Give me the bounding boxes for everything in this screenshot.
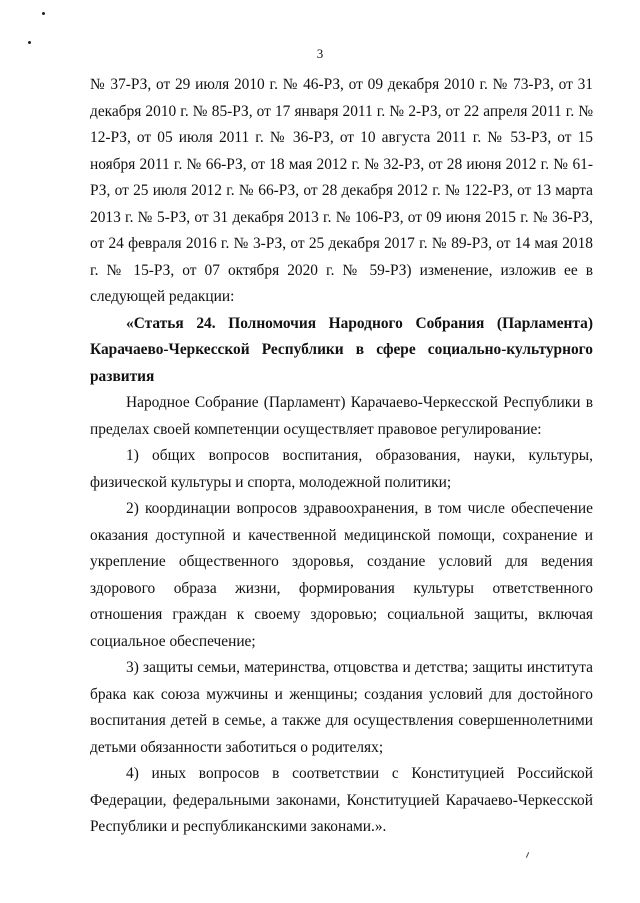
article-lead: Народное Собрание (Парламент) Карачаево-Черкесской Республики в пределах своей компетенции осуществляет правовое регулирование: [90, 394, 593, 438]
list-item: 2) координации вопросов здравоохранения, в том числе обеспечение оказания доступной и качественной медицинской помощи, сохранение и укрепление общественного здоровья, создание условий для ведения здорового образа жизни, формирования культуры ответственного отношения граждан к своему здоровью; социальной защиты, включая социальное обеспечение; [90, 500, 593, 650]
list-item: 4) иных вопросов в соответствии с Конституцией Российской Федерации, федеральными законами, Конституцией Карачаево-Черкесской Республики и республиканскими законами.». [90, 765, 593, 835]
scan-speck-top [42, 12, 45, 15]
intro-paragraph: № 37-РЗ, от 29 июля 2010 г. № 46-РЗ, от 09 декабря 2010 г. № 73-РЗ, от 31 декабря 2010 г. № 85-РЗ, от 17 января 2011 г. № 2-РЗ, от 22 апреля 2011 г. № 12-РЗ, от 05 июля 2011 г. № 36-РЗ, от 10 августа 2011 г. № 53-РЗ, от 15 ноября 2011 г. № 66-РЗ, от 18 мая 2012 г. № 32-РЗ, от 28 июня 2012 г. № 61-РЗ, от 25 июля 2012 г. № 66-РЗ, от 28 декабря 2012 г. № 122-РЗ, от 13 марта 2013 г. № 5-РЗ, от 31 декабря 2013 г. № 106-РЗ, от 09 июня 2015 г. № 36-РЗ, от 24 февраля 2016 г. № 3-РЗ, от 25 декабря 2017 г. № 89-РЗ, от 14 мая 2018 г. № 15-РЗ, от 07 октября 2020 г. № 59-РЗ) изменение, изложив ее в следующей редакции: [90, 76, 593, 305]
scan-mark [526, 852, 529, 858]
page-number: 3 [316, 46, 324, 61]
scan-speck-left [28, 41, 31, 44]
list-item: 3) защиты семьи, материнства, отцовства и детства; защиты института брака как союза мужчины и женщины; создания условий для достойного воспитания детей в семье, а также для осуществления совершеннолетними детьми обязанности заботиться о родителях; [90, 659, 593, 756]
document-body [90, 72, 593, 841]
article-heading: «Статья 24. Полномочия Народного Собрания (Парламента) Карачаево-Черкесской Республики в сфере социально-культурного развития [90, 314, 593, 385]
list-item: 1) общих вопросов воспитания, образования, науки, культуры, физической культуры и спорта, молодежной политики; [90, 447, 593, 491]
